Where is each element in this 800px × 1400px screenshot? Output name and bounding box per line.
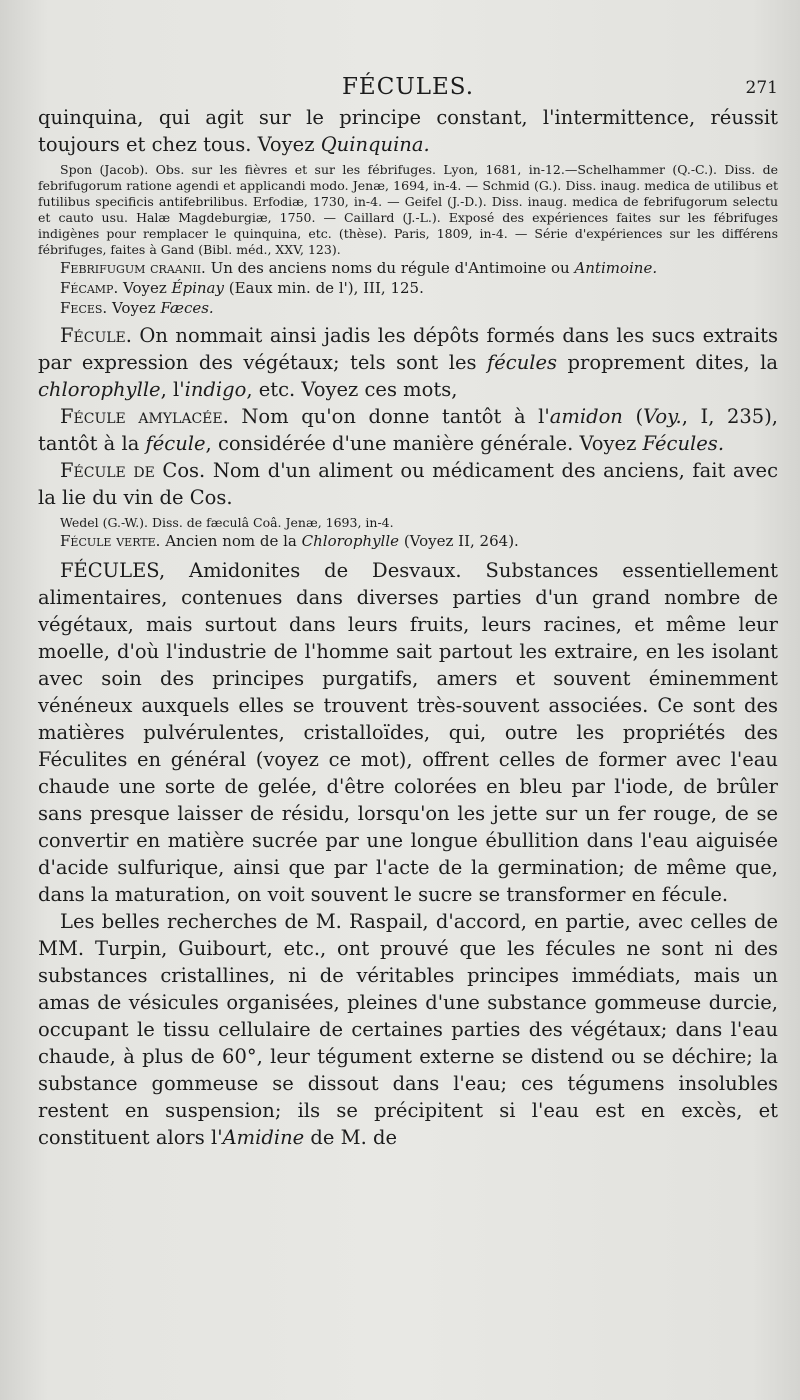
running-title: FÉCULES. [341, 74, 475, 100]
entry-fecule-amylacee [38, 403, 778, 457]
cross-reference: Fécules. [642, 432, 725, 455]
paragraph-quinquina-continuation [38, 104, 778, 158]
emphasis: amidon [549, 405, 623, 428]
entry-text: On nommait ainsi jadis les dépôts formés dans les sucs extraits par expression des végétaux; tels sont les [38, 324, 778, 374]
cross-reference: Quinquina. [320, 133, 430, 156]
cross-reference: Chlorophylle [301, 532, 400, 550]
entry-fecule-de-cos [38, 457, 778, 511]
entry-text: , I, 235), tantôt à la [38, 405, 778, 455]
entry-headword: Febrifugum craanii. [60, 259, 206, 277]
paragraph-text: Les belles recherches de M. Raspail, d'accord, en partie, avec celles de MM. Turpin, Guibourt, etc., ont prouvé que les fécules ne sont ni des substances cristallines, ni de véritables principes immédiats, mais un amas de vésicules organisées, pleines d'une substance gommeuse durcie, occupant le tissu cellulaire de certaines parties des végétaux; dans l'eau chaude, à plus de 60°, leur tégument externe se distend ou se déchire; la substance gommeuse se dissout dans l'eau; ces tégumens insolubles restent en suspension; ils se précipitent si l'eau est en excès, et constituent alors l' [38, 910, 778, 1149]
bibliography-fecula-coa: Wedel (G.-W.). Diss. de fæculâ Coâ. Jenæ, 1693, in-4. [60, 515, 394, 530]
emphasis: chlorophylle [38, 378, 161, 401]
entry-headword: Fécule amylacée. [60, 405, 229, 428]
cross-reference: Fæces. [160, 299, 214, 317]
entry-text: , l' [160, 378, 185, 401]
emphasis: fécule [145, 432, 206, 455]
emphasis: Amidine [222, 1126, 305, 1149]
entry-feces [38, 298, 778, 318]
entry-headword: Fécule verte. [60, 532, 161, 550]
paragraph-text: quinquina, qui agit sur le principe constant, l'intermittence, réussit toujours et chez tous. Voyez [38, 106, 778, 156]
bibliography-febrifuges: Spon (Jacob). Obs. sur les fièvres et sur les fébrifuges. Lyon, 1681, in-12.—Schelhammer (Q.-C.). Diss. de febrifugorum ratione agendi et applicandi modo. Jenæ, 1694, in-4. — Schmid (G.). Diss. inaug. medica de utilibus et futilibus specificis antifebrilibus. Erfodiæ, 1730, in-4. — Geifel (J.-D.). Diss. inaug. medica de febrifugorum selectu et cauto usu. Halæ Magdeburgiæ, 1750. — Caillard (J.-L.). Exposé des expériences faites sur les fébrifuges indigènes pour remplacer le quinquina, etc. (thèse). Paris, 1809, in-4. — Série d'expériences sur les différens fébrifuges, faites à Gand (Bibl. méd., XXV, 123). [38, 162, 778, 257]
entry-fecamp [38, 278, 778, 298]
entry-text: Nom qu'on donne tantôt à l' [228, 405, 550, 428]
entry-text: proprement dites, la [557, 351, 779, 374]
entry-text: Amidonites de Desvaux. Substances essentiellement alimentaires, contenues dans diverses parties d'un grand nombre de végétaux, mais surtout dans leurs fruits, leurs racines, et même leur moelle, d'où l'industrie de l'homme sait partout les extraire, en les isolant avec soin des principes purgatifs, amers et souvent éminemment vénéneux auxquels elles se trouvent très-souvent associées. Ce sont des matières pulvérulentes, cristalloïdes, qui, outre les propriétés des Féculites en général (voyez ce mot), offrent celles de former avec l'eau chaude une sorte de gelée, d'être colorées en bleu par l'iode, de brûler sans presque laisser de résidu, lorsqu'on les jette sur un fer rouge, de se convertir en matière sucrée par une longue ébullition dans l'eau aiguisée d'acide sulfurique, ainsi que par l'acte de la germination; de même que, dans la maturation, on voit souvent le sucre se transformer en fécule. [38, 559, 778, 906]
entry-febrifugum-craanii [38, 258, 778, 278]
paragraph-text: de M. de [304, 1126, 398, 1149]
entry-text: Voyez [107, 299, 161, 317]
emphasis: indigo [184, 378, 247, 401]
cross-reference: Antimoine. [574, 259, 658, 277]
entry-text: (Voyez II, 264). [399, 532, 519, 550]
entry-headword: FÉCULES, [60, 559, 166, 582]
entry-text: (Eaux min. de l'), III, 125. [223, 279, 424, 297]
emphasis: fécules [487, 351, 558, 374]
entry-text: Un des anciens noms du régule d'Antimoine ou [205, 259, 575, 277]
entry-headword: Fécule de [60, 459, 155, 482]
page-header [38, 74, 778, 104]
entry-fecule [38, 322, 778, 403]
entry-text: Cos. Nom d'un aliment ou médicament des anciens, fait avec la lie du vin de Cos. [38, 459, 778, 509]
entry-text: Voyez [118, 279, 172, 297]
entry-fecules-main [38, 557, 778, 908]
cross-reference: Épinay [171, 279, 224, 297]
entry-headword: Fécule. [60, 324, 132, 347]
emphasis: Voy. [643, 405, 682, 428]
entry-text: , considérée d'une manière générale. Voyez [205, 432, 643, 455]
page-number: 271 [745, 78, 778, 98]
entry-text: ( [622, 405, 644, 428]
page-content [38, 104, 778, 1151]
paragraph-raspail [38, 908, 778, 1151]
entry-headword: Fécamp. [60, 279, 119, 297]
entry-fecule-verte [38, 531, 778, 551]
entry-text: Ancien nom de la [160, 532, 302, 550]
entry-text: , etc. Voyez ces mots, [246, 378, 458, 401]
entry-headword: Feces. [60, 299, 108, 317]
